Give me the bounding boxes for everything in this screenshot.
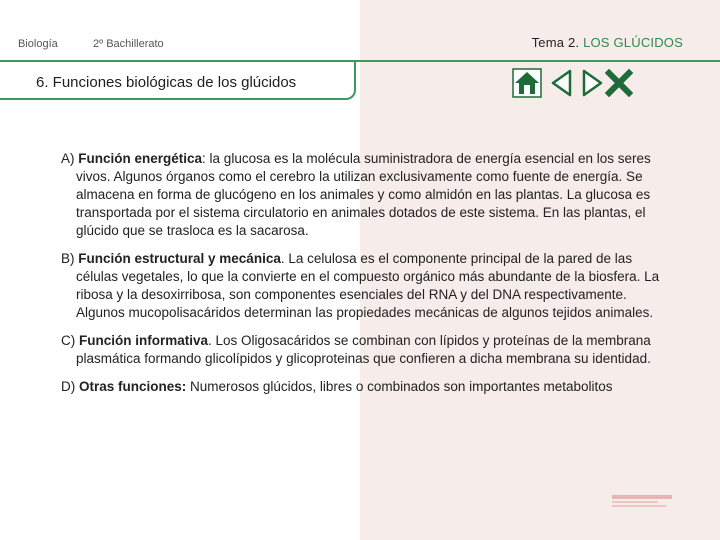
slide-navigation	[508, 68, 634, 100]
close-button[interactable]	[604, 68, 634, 98]
home-button[interactable]	[512, 68, 542, 98]
paragraph-letter: D)	[61, 379, 76, 394]
paragraph-letter: C)	[61, 333, 76, 348]
home-icon	[512, 68, 542, 98]
close-x-icon	[604, 68, 634, 98]
topic-prefix: Tema 2.	[531, 35, 580, 50]
logo-mark	[612, 494, 674, 510]
paragraph-text: . La celulosa es el componente principal de la pared de las células vegetales, lo que la convierte en el compuesto orgánico más abundante de la biosfera. La ribosa y la desoxirribosa, son componentes esenciales del RNA y del DNA respectivamente. Algunos mucopolisacáridos determinan las propiedades mecánicas de algunos tejidos animales.	[76, 251, 660, 320]
paragraph-other-functions	[61, 378, 661, 396]
paragraph-keyword: Función energética	[78, 151, 203, 166]
paragraph-letter: A)	[61, 151, 75, 166]
paragraph-text: : la glucosa es la molécula suministradora de energía esencial en los seres vivos. Algunos órganos como el cerebro la utilizan exclusivamente como fuente de energía. Se almacena en forma de glucógeno en los animales y como almidón en las plantas. La glucosa es transportada por el sistema circulatorio en animales dotados de este sistema. En las plantas, el glúcido que se trasloca es la sacarosa.	[76, 151, 651, 238]
paragraph-keyword: Otras funciones:	[79, 379, 187, 394]
header-course: 2º Bachillerato	[93, 38, 164, 50]
paragraph-energetic-function	[61, 150, 661, 240]
previous-button[interactable]	[548, 68, 578, 98]
watermark-logo	[612, 494, 674, 512]
content-body	[61, 150, 661, 406]
section-title: 6. Funciones biológicas de los glúcidos	[36, 74, 297, 91]
paragraph-text: Numerosos glúcidos, libres o combinados son importantes metabolitos	[186, 379, 613, 394]
paragraph-keyword: Función informativa	[79, 333, 209, 348]
arrow-left-icon	[548, 68, 578, 98]
header-topic	[532, 35, 683, 50]
paragraph-keyword: Función estructural y mecánica	[78, 251, 281, 266]
topic-title: LOS GLÚCIDOS	[583, 35, 683, 50]
header-subject: Biología	[18, 38, 58, 50]
paragraph-informative-function	[61, 332, 661, 368]
paragraph-structural-function	[61, 250, 661, 322]
paragraph-letter: B)	[61, 251, 75, 266]
paragraph-text: . Los Oligosacáridos se combinan con lípidos y proteínas de la membrana plasmática formando glicolípidos y glicoproteinas que confieren a dicha membrana su identidad.	[76, 333, 651, 366]
